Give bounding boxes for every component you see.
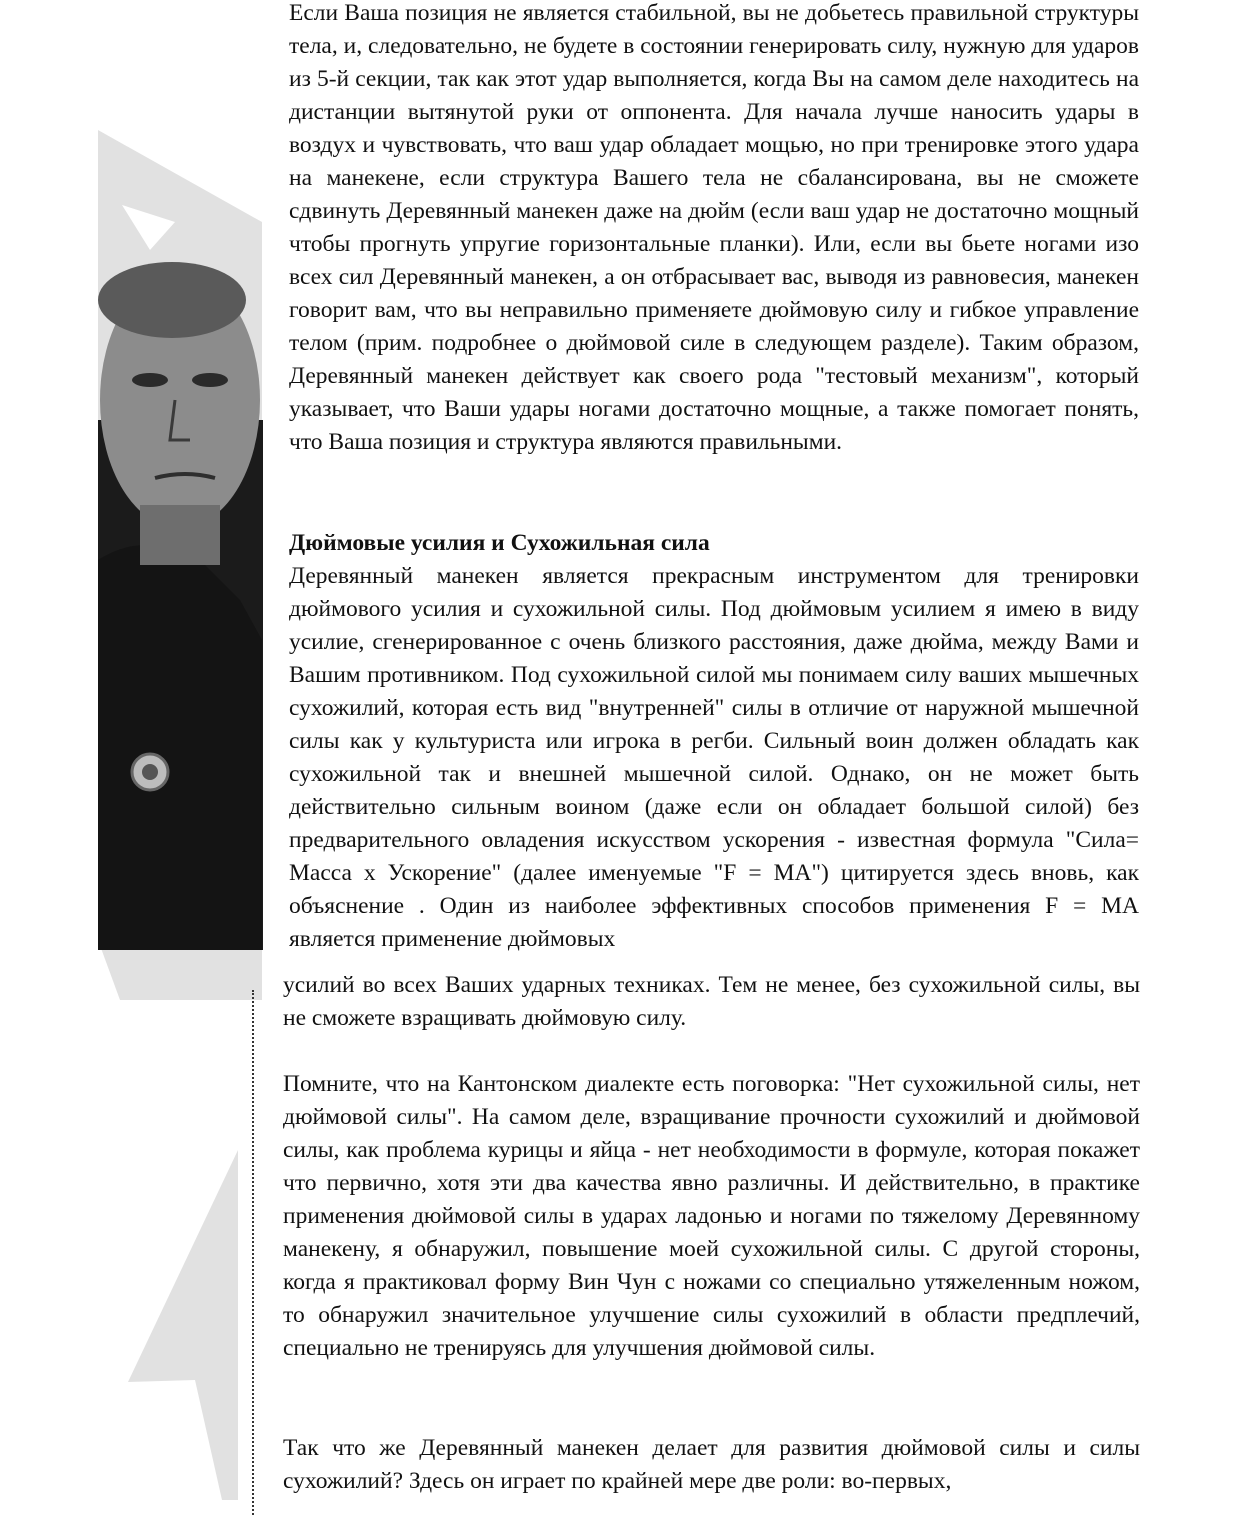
dotted-margin-line: [252, 990, 254, 1515]
paragraph-2: Деревянный манекен является прекрасным инструментом для тренировки дюймового усилия и сухожильной силы. Под дюймовым усилием я имею в виду усилие, сгенерированное с очень близкого расстояния, даже дюйма, между Вами и Вашим противником. Под сухожильной силой мы понимаем силу ваших мышечных сухожилий, которая есть вид "внутренней" силы в отличие от наружной мышечной силы как у культуриста или игрока в регби. Сильный воин должен обладать как сухожильной так и внешней мышечной силой. Однако, он не может быть действительно сильным воином (даже если он обладает большой силой) без предварительного овладения искусством ускорения - известная формула "Сила= Масса х Ускорение" (далее именуемые "F = MA") цитируется здесь вновь, как объяснение . Один из наиболее эффективных способов применения F = MA является применение дюймовых: [289, 563, 1139, 952]
gray-arrow-shape-bottom: [128, 1150, 238, 1500]
margin-decoration: [0, 0, 270, 1515]
paragraph-3: усилий во всех Ваших ударных техниках. Тем не менее, без сухожильной силы, вы не сможете взращивать дюймовую силу.: [283, 972, 1140, 1031]
paragraph-5: Так что же Деревянный манекен делает для развития дюймовой силы и силы сухожилий? Здесь он играет по крайней мере две роли: во-первых,: [283, 1435, 1140, 1494]
section-heading: Дюймовые усилия и Сухожильная сила: [289, 530, 710, 556]
portrait-photo: [98, 262, 263, 950]
paragraph-1: Если Ваша позиция не является стабильной, вы не добьетесь правильной структуры тела, и, следовательно, не будете в состоянии генерировать силу, нужную для ударов из 5-й секции, так как этот удар выполняется, когда Вы на самом деле находитесь на дистанции вытянутой руки от оппонента. Для начала лучше наносить удары в воздух и чувствовать, что ваш удар обладает мощью, но при тренировке этого удара на манекене, если структура Вашего тела не сбалансирована, вы не сможете сдвинуть Деревянный манекен даже на дюйм (если ваш удар не достаточно мощный чтобы прогнуть упругие горизонтальные планки). Или, если вы бьете ногами изо всех сил Деревянный манекен, а он отбрасывает вас, выводя из равновесия, манекен говорит вам, что вы неправильно применяете дюймовую силу и гибкое управление телом (прим. подробнее о дюймовой силе в следующем разделе). Таким образом, Деревянный манекен действует как своего рода "тестовый механизм", который указывает, что Ваши удары ногами достаточно мощные, а также помогает понять, что Ваша позиция и структура являются правильными.: [289, 0, 1139, 455]
paragraph-4: Помните, что на Кантонском диалекте есть поговорка: "Нет сухожильной силы, нет дюймовой силы". На самом деле, взращивание прочности сухожилий и дюймовой силы, как проблема курицы и яйца - нет необходимости в формуле, которая покажет что первично, хотя эти два качества явно различны. И действительно, в практике применения дюймовой силы в ударах ладонью и ногами по тяжелому Деревянному манекену, я обнаружил, повышение моей сухожильной силы. С другой стороны, когда я практиковал форму Вин Чун с ножами со специально утяжеленным ножом, то обнаружил значительное улучшение силы сухожилий в области предплечий, специально не тренируясь для улучшения дюймовой силы.: [283, 1071, 1140, 1361]
